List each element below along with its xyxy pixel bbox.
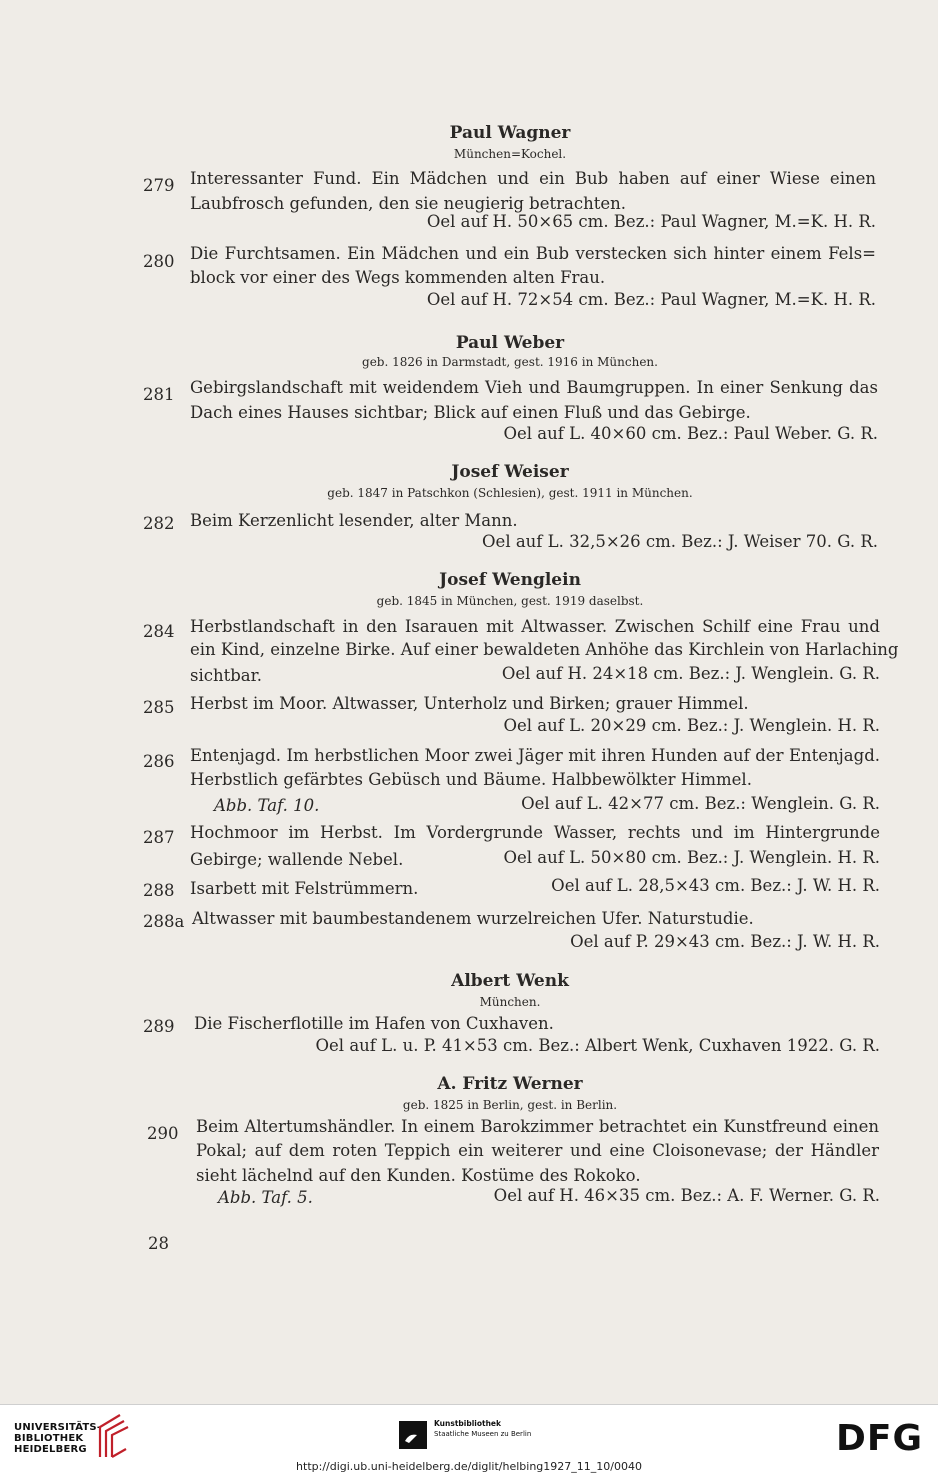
artist-info: geb. 1826 in Darmstadt, gest. 1916 in München. <box>362 355 658 369</box>
kb-subtitle: Staatliche Museen zu Berlin <box>434 1430 532 1438</box>
entry-spec: Oel auf H. 24×18 cm. Bez.: J. Wenglein. G. R. <box>501 664 880 683</box>
entry-spec: Oel auf H. 50×65 cm. Bez.: Paul Wagner, M.=K. H. R. <box>426 212 876 231</box>
entry-spec: Oel auf H. 46×35 cm. Bez.: A. F. Werner. G. R. <box>493 1186 880 1205</box>
entry-text: Altwasser mit baumbestandenem wurzelreichen Ufer. Naturstudie. <box>192 909 754 928</box>
artist-name: Josef Wenglein <box>439 570 581 590</box>
entry-number: 284 <box>143 622 175 641</box>
entry-text: Beim Altertumshändler. In einem Barokzimmer betrachtet ein Kunstfreund einen <box>196 1117 879 1136</box>
entry-text: Die Fischerflotille im Hafen von Cuxhaven. <box>194 1014 554 1033</box>
library-line: UNIVERSITÄTS- <box>14 1422 102 1433</box>
artist-name: A. Fritz Werner <box>437 1074 583 1094</box>
entry-number: 286 <box>143 752 175 771</box>
entry-number: 285 <box>143 698 175 717</box>
entry-number: 281 <box>143 385 175 404</box>
entry-spec: Oel auf L. 20×29 cm. Bez.: J. Wenglein. H. R. <box>503 716 880 735</box>
artist-name: Paul Wagner <box>449 123 571 143</box>
entry-text: Laubfrosch gefunden, den sie neugierig betrachten. <box>190 194 626 213</box>
entry-number: 287 <box>143 828 175 847</box>
artist-info: geb. 1825 in Berlin, gest. in Berlin. <box>402 1098 618 1112</box>
entry-number: 282 <box>143 514 175 533</box>
entry-text: Herbst im Moor. Altwasser, Unterholz und Birken; grauer Himmel. <box>190 694 749 713</box>
entry-spec: Oel auf L. 28,5×43 cm. Bez.: J. W. H. R. <box>551 876 880 895</box>
page-number: 28 <box>148 1234 169 1253</box>
entry-spec: Oel auf L. u. P. 41×53 cm. Bez.: Albert Wenk, Cuxhaven 1922. G. R. <box>315 1036 880 1055</box>
dfg-logo[interactable]: DFG <box>836 1418 924 1459</box>
entry-text: Pokal; auf dem roten Teppich ein weiterer und eine Cloisonevase; der Händler <box>196 1141 879 1160</box>
kunstbibliothek-logo[interactable] <box>434 1419 531 1439</box>
entry-number: 280 <box>143 252 175 271</box>
entry-text: Hochmoor im Herbst. Im Vordergrunde Wasser, rechts und im Hintergrunde <box>190 823 880 842</box>
kb-title: Kunstbibliothek <box>434 1419 502 1428</box>
entry-number: 290 <box>147 1124 179 1143</box>
entry-text: sieht lächelnd auf den Kunden. Kostüme des Rokoko. <box>196 1166 641 1185</box>
university-library-logo[interactable] <box>14 1422 101 1455</box>
permalink-url[interactable]: http://digi.ub.uni-heidelberg.de/diglit/helbing1927_11_10/0040 <box>296 1460 642 1473</box>
artist-info: geb. 1847 in Patschkon (Schlesien), gest. 1911 in München. <box>327 486 693 500</box>
library-emblem-icon <box>96 1413 130 1461</box>
artist-info: München=Kochel. <box>453 147 567 161</box>
entry-text: block vor einer des Wegs kommenden alten Frau. <box>190 268 606 287</box>
kunstbibliothek-emblem-icon <box>399 1421 427 1449</box>
artist-name: Josef Weiser <box>451 462 569 482</box>
entry-number: 288a <box>143 912 185 931</box>
entry-text: ein Kind, einzelne Birke. Auf einer bewaldeten Anhöhe das Kirchlein von Harlaching <box>190 640 899 659</box>
entry-number: 288 <box>143 881 175 900</box>
entry-text: Beim Kerzenlicht lesender, alter Mann. <box>190 511 518 530</box>
entry-text: Entenjagd. Im herbstlichen Moor zwei Jäger mit ihren Hunden auf der Entenjagd. <box>190 746 880 765</box>
entry-text: Die Furchtsamen. Ein Mädchen und ein Bub verstecken sich hinter einem Fels= <box>190 244 876 263</box>
viewer-footer <box>0 1404 938 1475</box>
artist-name: Paul Weber <box>455 333 565 353</box>
entry-spec: Oel auf L. 32,5×26 cm. Bez.: J. Weiser 70. G. R. <box>482 532 878 551</box>
plate-reference: Abb. Taf. 5. <box>218 1188 313 1207</box>
entry-text: Gebirge; wallende Nebel. <box>190 850 404 869</box>
entry-number: 289 <box>143 1017 175 1036</box>
entry-text: Interessanter Fund. Ein Mädchen und ein Bub haben auf einer Wiese einen <box>190 169 876 188</box>
entry-spec: Oel auf L. 50×80 cm. Bez.: J. Wenglein. H. R. <box>503 848 880 867</box>
entry-spec: Oel auf L. 40×60 cm. Bez.: Paul Weber. G. R. <box>503 424 878 443</box>
artist-name: Albert Wenk <box>451 971 569 991</box>
artist-info: München. <box>479 995 541 1009</box>
library-line: HEIDELBERG <box>14 1444 87 1455</box>
entry-spec: Oel auf P. 29×43 cm. Bez.: J. W. H. R. <box>570 932 880 951</box>
entry-number: 279 <box>143 176 175 195</box>
artist-info: geb. 1845 in München, gest. 1919 daselbst. <box>376 594 644 608</box>
entry-text: Isarbett mit Felstrümmern. <box>190 879 419 898</box>
entry-spec: Oel auf L. 42×77 cm. Bez.: Wenglein. G. R. <box>521 794 880 813</box>
entry-spec: Oel auf H. 72×54 cm. Bez.: Paul Wagner, M.=K. H. R. <box>426 290 876 309</box>
library-line: BIBLIOTHEK <box>14 1433 84 1444</box>
entry-text: Dach eines Hauses sichtbar; Blick auf einen Fluß und das Gebirge. <box>190 403 751 422</box>
entry-text: Herbstlandschaft in den Isarauen mit Altwasser. Zwischen Schilf eine Frau und <box>190 617 880 636</box>
entry-text: Gebirgslandschaft mit weidendem Vieh und Baumgruppen. In einer Senkung das <box>190 378 878 397</box>
entry-text: sichtbar. <box>190 666 262 685</box>
entry-text: Herbstlich gefärbtes Gebüsch und Bäume. Halbbewölkter Himmel. <box>190 770 752 789</box>
plate-reference: Abb. Taf. 10. <box>214 796 320 815</box>
